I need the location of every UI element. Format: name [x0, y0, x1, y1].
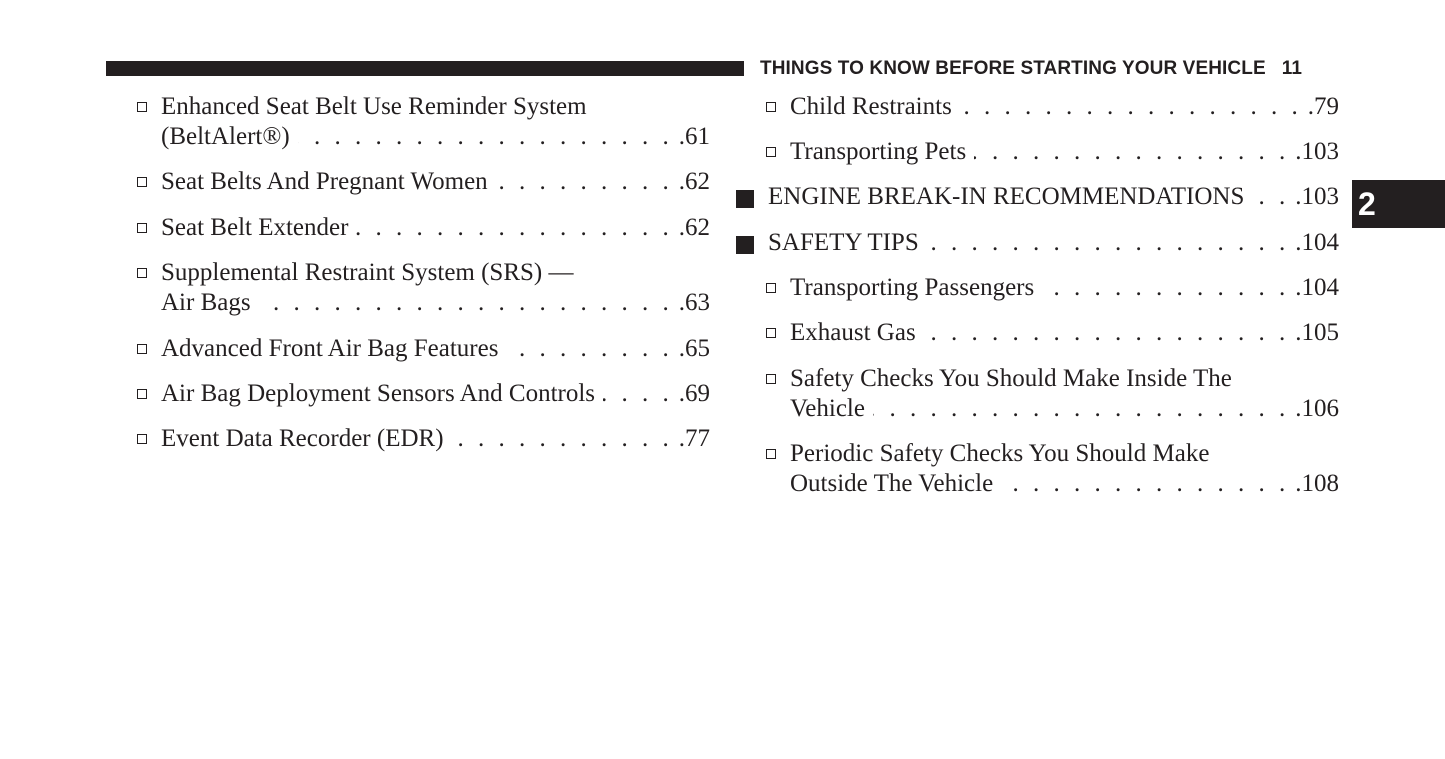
- dot-leader: [356, 213, 672, 243]
- subsection-bullet-icon: [137, 344, 147, 354]
- dot-leader: [1042, 273, 1289, 303]
- toc-page-number: .63: [678, 289, 710, 316]
- toc-page-number: .62: [678, 214, 710, 241]
- dot-leader: [452, 424, 673, 454]
- toc-page-number: .108: [1295, 470, 1339, 497]
- subsection-bullet-icon: [137, 268, 147, 278]
- toc-entry-title: Air Bags: [161, 289, 251, 316]
- dot-leader: [506, 334, 672, 364]
- subsection-bullet-icon: [766, 147, 776, 157]
- subsection-bullet-icon: [766, 374, 776, 384]
- toc-page-number: .62: [678, 168, 710, 195]
- dot-leader: [873, 394, 1289, 424]
- toc-subsection-entry[interactable]: [161, 213, 710, 243]
- toc-entry-title: Event Data Recorder (EDR): [161, 425, 444, 452]
- toc-entry-title: Transporting Pets: [790, 138, 967, 165]
- dot-leader: [496, 167, 673, 197]
- toc-entry-title: Periodic Safety Checks You Should Make: [790, 440, 1210, 467]
- toc-page-number: .104: [1295, 229, 1339, 256]
- toc-entry-title: (BeltAlert®): [161, 123, 290, 150]
- dot-leader: [603, 379, 673, 409]
- toc-subsection-entry[interactable]: [161, 258, 710, 318]
- toc-entry-title: Advanced Front Air Bag Features: [161, 335, 499, 362]
- toc-subsection-entry[interactable]: [161, 424, 710, 454]
- subsection-bullet-icon: [137, 434, 147, 444]
- toc-entry-title: Vehicle: [790, 395, 865, 422]
- toc-entry-title: ENGINE BREAK-IN RECOMMENDATIONS: [768, 183, 1245, 210]
- dot-leader: [924, 318, 1290, 348]
- toc-page-number: .104: [1295, 274, 1339, 301]
- subsection-bullet-icon: [137, 389, 147, 399]
- toc-page-number: .103: [1295, 183, 1339, 210]
- toc-entry-title: Air Bag Deployment Sensors And Controls: [161, 380, 596, 407]
- toc-subsection-entry[interactable]: [790, 439, 1339, 499]
- header-rule: [106, 61, 744, 76]
- toc-page-number: .105: [1295, 319, 1339, 346]
- toc-page-number: .65: [678, 335, 710, 362]
- dot-leader: [259, 288, 673, 318]
- toc-subsection-entry[interactable]: [790, 92, 1339, 122]
- toc-entry-title: Seat Belt Extender: [161, 214, 349, 241]
- dot-leader: [927, 228, 1290, 258]
- dot-leader: [298, 122, 673, 152]
- dot-leader: [1001, 469, 1289, 499]
- dot-leader: [960, 92, 1302, 122]
- toc-page-number: .79: [1307, 93, 1339, 120]
- toc-page-number: .61: [678, 123, 710, 150]
- subsection-bullet-icon: [137, 223, 147, 233]
- dot-leader: [1252, 182, 1289, 212]
- toc-entry-title: Outside The Vehicle: [790, 470, 994, 497]
- running-header: [760, 58, 1302, 80]
- toc-entry-title: Seat Belts And Pregnant Women: [161, 168, 488, 195]
- toc-subsection-entry[interactable]: [790, 273, 1339, 303]
- toc-subsection-entry[interactable]: [161, 379, 710, 409]
- section-bullet-icon: [736, 236, 754, 254]
- toc-entry-title: Exhaust Gas: [790, 319, 916, 346]
- subsection-bullet-icon: [766, 102, 776, 112]
- toc-entry-title: Safety Checks You Should Make Inside The: [790, 365, 1232, 392]
- section-bullet-icon: [736, 190, 754, 208]
- toc-page-number: .106: [1295, 395, 1339, 422]
- toc-subsection-entry[interactable]: [790, 318, 1339, 348]
- toc-section-entry[interactable]: [768, 228, 1339, 258]
- header-title: THINGS TO KNOW BEFORE STARTING YOUR VEHICLE: [760, 58, 1266, 79]
- toc-entry-title: Enhanced Seat Belt Use Reminder System: [161, 93, 587, 120]
- toc-subsection-entry[interactable]: [161, 167, 710, 197]
- toc-subsection-entry[interactable]: [790, 364, 1339, 424]
- subsection-bullet-icon: [137, 102, 147, 112]
- chapter-tab: 2: [1352, 180, 1445, 228]
- dot-leader: [974, 137, 1289, 167]
- toc-subsection-entry[interactable]: [790, 137, 1339, 167]
- toc-subsection-entry[interactable]: [161, 334, 710, 364]
- toc-page-number: .77: [678, 425, 710, 452]
- toc-entry-title: Child Restraints: [790, 93, 952, 120]
- header-page-number: 11: [1281, 58, 1303, 79]
- subsection-bullet-icon: [766, 283, 776, 293]
- subsection-bullet-icon: [766, 328, 776, 338]
- toc-section-entry[interactable]: [768, 182, 1339, 212]
- toc-subsection-entry[interactable]: [161, 92, 710, 152]
- subsection-bullet-icon: [137, 177, 147, 187]
- subsection-bullet-icon: [766, 449, 776, 459]
- toc-page-number: .103: [1295, 138, 1339, 165]
- toc-entry-title: Transporting Passengers: [790, 274, 1035, 301]
- toc-entry-title: SAFETY TIPS: [768, 229, 919, 256]
- toc-page-number: .69: [678, 380, 710, 407]
- toc-entry-title: Supplemental Restraint System (SRS) —: [161, 259, 574, 286]
